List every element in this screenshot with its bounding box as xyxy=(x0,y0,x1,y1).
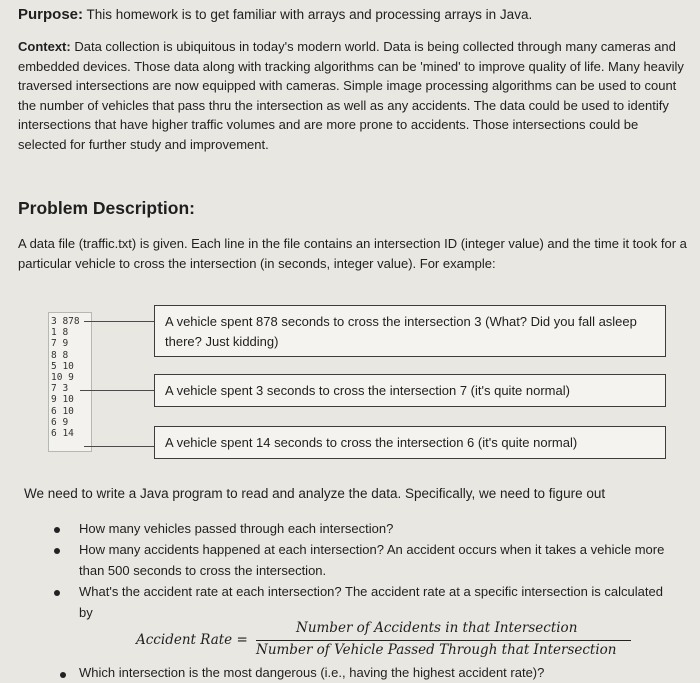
sample-line: 8 8 xyxy=(51,349,69,361)
bullet-dot xyxy=(60,672,66,678)
sample-data-block xyxy=(48,312,92,452)
sample-line: 5 10 xyxy=(51,360,74,372)
requirements-lead: We need to write a Java program to read and analyze the data. Specifically, we need to figure out xyxy=(24,486,606,501)
sample-line: 10 9 xyxy=(51,372,74,384)
context-paragraph xyxy=(18,37,688,154)
bullet-item: How many vehicles passed through each intersection? xyxy=(79,521,394,536)
sample-line: 1 8 xyxy=(51,327,69,339)
bullet-dot xyxy=(54,548,60,554)
bullet-item: How many accidents happened at each intersection? An accident occurs when it takes a vehicle more than 500 seconds to cross the intersection. xyxy=(79,542,665,578)
sample-line: 7 9 xyxy=(51,338,69,350)
formula-lhs: Accident Rate = xyxy=(136,632,248,648)
sample-line: 7 3 xyxy=(51,383,69,395)
sample-line: 3 878 xyxy=(51,316,80,327)
sample-line: 6 14 xyxy=(51,428,74,440)
purpose-line xyxy=(18,6,532,23)
connector-line-1 xyxy=(84,321,155,322)
callout-box-3: A vehicle spent 14 seconds to cross the intersection 6 (it's quite normal) xyxy=(154,426,666,459)
connector-line-2 xyxy=(80,390,155,391)
bullet-item: What's the accident rate at each intersection? The accident rate at a specific intersection is calculated by xyxy=(79,584,663,620)
callout-box-2: A vehicle spent 3 seconds to cross the intersection 7 (it's quite normal) xyxy=(154,374,666,407)
formula-denominator: Number of Vehicle Passed Through that Intersection xyxy=(256,642,617,658)
sample-line: 6 9 xyxy=(51,416,69,428)
callout-box-1: A vehicle spent 878 seconds to cross the intersection 3 (What? Did you fall asleep there? Just kidding) xyxy=(154,305,666,357)
problem-title: Problem Description: xyxy=(18,198,195,218)
bullet-dot xyxy=(54,590,60,596)
context-text: Data collection is ubiquitous in today's modern world. Data is being collected through many cameras and embedded devices. Those data along with tracking algorithms can be 'mined' to improve quality of life. Many heavily traversed intersections are now equipped with cameras. Simple image processing algorithms can be used to count the number of vehicles that pass thru the intersection as well as any accidents. The data could be used to identify intersections that have higher traffic volumes and are more prone to accidents. Those intersections could be selected for further study and improvement. xyxy=(18,39,684,152)
purpose-text: This homework is to get familiar with arrays and processing arrays in Java. xyxy=(86,7,533,22)
formula-fraction-bar xyxy=(256,640,631,641)
bullet-item: Which intersection is the most dangerous (i.e., having the highest accident rate)? xyxy=(79,665,545,680)
connector-line-3 xyxy=(84,446,155,447)
sample-line: 6 10 xyxy=(51,405,74,417)
bullet-dot xyxy=(54,527,60,533)
context-label: Context: xyxy=(18,39,71,54)
formula-numerator: Number of Accidents in that Intersection xyxy=(296,620,578,636)
problem-intro: A data file (traffic.txt) is given. Each line in the file contains an intersection ID (integer value) and the time it took for a particular vehicle to cross the intersection (in seconds, integer value). For example: xyxy=(18,236,687,271)
sample-line: 9 10 xyxy=(51,394,74,406)
purpose-label: Purpose: xyxy=(18,6,84,23)
